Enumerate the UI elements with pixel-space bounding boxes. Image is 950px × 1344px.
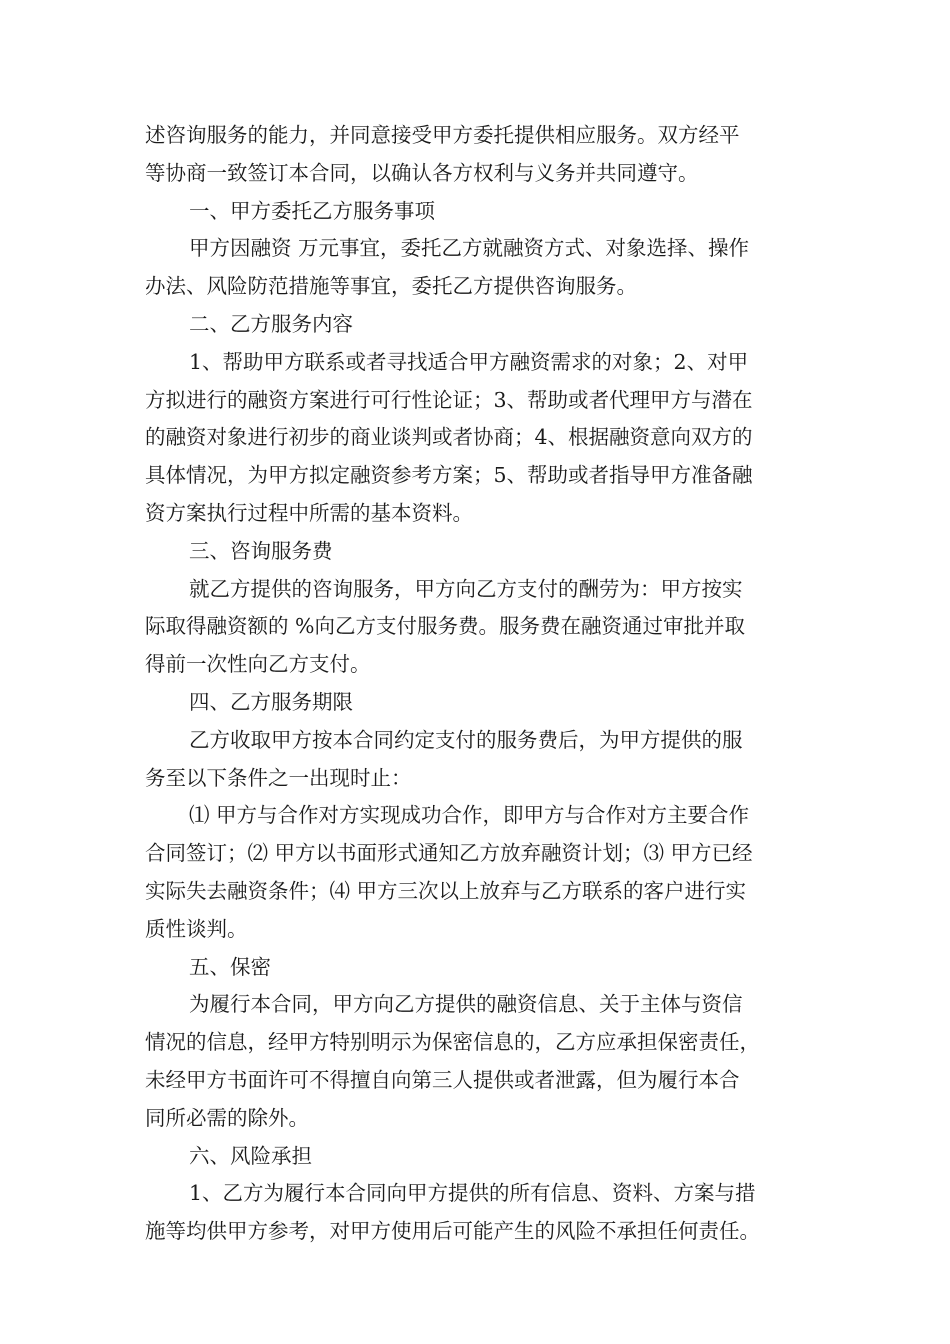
text-line: ⑴ 甲方与合作对方实现成功合作，即甲方与合作对方主要合作 [189,803,750,828]
text-line: 1、乙方为履行本合同向甲方提供的所有信息、资料、方案与措 [189,1181,756,1206]
text-line: 施等均供甲方参考，对甲方使用后可能产生的风险不承担任何责任。 [145,1219,760,1244]
text-line: 五、保密 [189,954,271,979]
text-line: 合同签订；⑵ 甲方以书面形式通知乙方放弃融资计划；⑶ 甲方已经 [145,841,753,866]
text-line: 二、乙方服务内容 [189,311,353,336]
text-line: 质性谈判。 [145,916,248,941]
text-line: 乙方收取甲方按本合同约定支付的服务费后，为甲方提供的服 [189,727,743,752]
text-line: 情况的信息，经甲方特别明示为保密信息的，乙方应承担保密责任， [145,1030,760,1055]
text-line: 资方案执行过程中所需的基本资料。 [145,500,473,525]
text-line: 办法、风险防范措施等事宜，委托乙方提供咨询服务。 [145,274,637,299]
text-line: 实际失去融资条件；⑷ 甲方三次以上放弃与乙方联系的客户进行实 [145,878,747,903]
document-body [145,117,811,1251]
text-line: 三、咨询服务费 [189,538,333,563]
text-line: 等协商一致签订本合同，以确认各方权利与义务并共同遵守。 [145,160,699,185]
text-line: 得前一次性向乙方支付。 [145,652,371,677]
text-line: 的融资对象进行初步的商业谈判或者协商；4、根据融资意向双方的 [145,425,753,450]
text-line: 四、乙方服务期限 [189,689,353,714]
text-line: 六、风险承担 [189,1143,312,1168]
text-line: 述咨询服务的能力，并同意接受甲方委托提供相应服务。双方经平 [145,123,740,147]
text-line: 方拟进行的融资方案进行可行性论证；3、帮助或者代理甲方与潜在 [145,387,753,412]
text-line: 甲方因融资 万元事宜，委托乙方就融资方式、对象选择、操作 [189,236,750,261]
text-line: 务至以下条件之一出现时止： [145,765,412,790]
text-line: 同所必需的除外。 [145,1105,309,1130]
text-line: 就乙方提供的咨询服务，甲方向乙方支付的酬劳为：甲方按实 [189,576,743,601]
text-line: 际取得融资额的 %向乙方支付服务费。服务费在融资通过审批并取 [145,614,745,639]
text-line: 一、甲方委托乙方服务事项 [189,198,435,223]
text-line: 1、帮助甲方联系或者寻找适合甲方融资需求的对象；2、对甲 [189,349,749,374]
text-line: 未经甲方书面许可不得擅自向第三人提供或者泄露，但为履行本合 [145,1067,740,1092]
text-line: 具体情况，为甲方拟定融资参考方案；5、帮助或者指导甲方准备融 [145,463,753,488]
text-line: 为履行本合同，甲方向乙方提供的融资信息、关于主体与资信 [189,992,743,1017]
